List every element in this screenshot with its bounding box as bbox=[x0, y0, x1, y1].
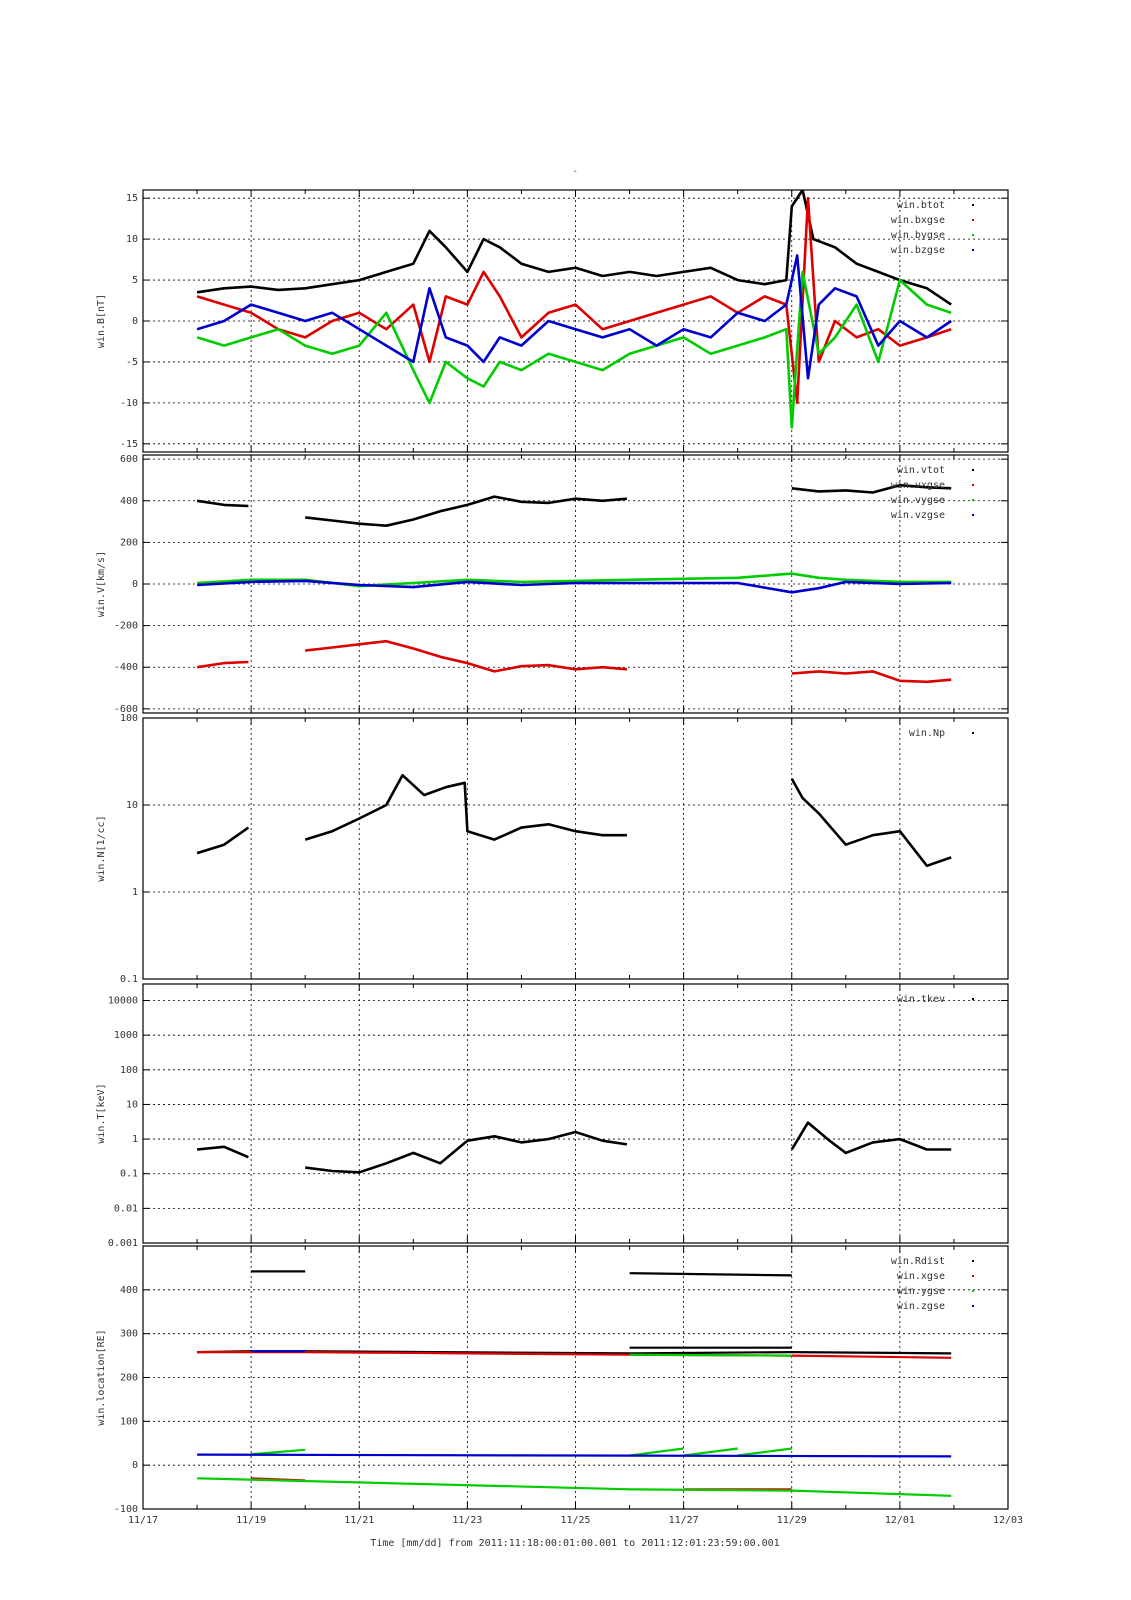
legend-marker bbox=[972, 514, 974, 516]
y-tick-label: 0 bbox=[131, 1460, 138, 1472]
y-tick-label: 10000 bbox=[107, 995, 138, 1007]
y-tick-label: 200 bbox=[119, 1372, 138, 1384]
y-tick-label: -15 bbox=[119, 438, 138, 450]
panels-group bbox=[96, 190, 1008, 1515]
y-axis-label: win.V[km/s] bbox=[96, 550, 107, 618]
legend-marker bbox=[972, 732, 974, 734]
series-win-bzgse bbox=[197, 256, 951, 379]
legend-label: win.bygse bbox=[890, 230, 945, 241]
legend-marker bbox=[972, 1260, 974, 1262]
y-tick-label: 0 bbox=[131, 579, 138, 590]
x-tick-label: 11/29 bbox=[776, 1515, 807, 1526]
y-tick-label: 5 bbox=[131, 275, 138, 287]
legend-marker bbox=[972, 219, 974, 221]
x-tick-label: 12/03 bbox=[992, 1515, 1024, 1526]
y-tick-label: -100 bbox=[113, 1504, 138, 1515]
legend-label: win.vygse bbox=[890, 495, 945, 506]
chart-title: - bbox=[571, 166, 579, 177]
y-tick-label: -400 bbox=[113, 662, 138, 674]
y-tick-label: -10 bbox=[119, 397, 138, 409]
series-win-tkev bbox=[197, 1123, 951, 1173]
y-tick-label: 100 bbox=[119, 1416, 138, 1428]
x-tick-label: 11/19 bbox=[236, 1515, 267, 1526]
legend-marker bbox=[972, 234, 974, 236]
y-tick-label: 300 bbox=[119, 1328, 138, 1340]
series-win-bxgse bbox=[197, 198, 951, 403]
legend-label: win.vxgse bbox=[890, 480, 945, 491]
legend-marker bbox=[972, 1305, 974, 1307]
x-tick-label: 11/23 bbox=[452, 1515, 483, 1526]
y-tick-label: 100 bbox=[119, 713, 138, 724]
y-tick-label: 1000 bbox=[113, 1030, 138, 1042]
series-win-btot bbox=[197, 190, 951, 305]
legend-marker bbox=[972, 1275, 974, 1277]
y-axis-label: win.N[1/cc] bbox=[96, 815, 107, 882]
legend-marker bbox=[972, 499, 974, 501]
y-axis-label: win.location[RE] bbox=[96, 1329, 107, 1426]
time-range-footer: Time [mm/dd] from 2011:11:18:00:01:00.001 to 2011:12:01:23:59:00.001 bbox=[370, 1538, 780, 1549]
y-tick-label: 1 bbox=[131, 1134, 138, 1146]
series-win-vxgse bbox=[197, 641, 951, 682]
legend-marker bbox=[972, 204, 974, 206]
x-tick-label: 11/27 bbox=[668, 1515, 699, 1526]
series-win-vtot bbox=[197, 485, 951, 526]
y-tick-label: 1 bbox=[131, 887, 138, 898]
y-tick-label: 10 bbox=[125, 1099, 138, 1111]
y-axis-label: win.T[keV] bbox=[96, 1083, 107, 1144]
legend-label: win.xgse bbox=[896, 1271, 945, 1282]
legend-label: win.Np bbox=[908, 728, 945, 739]
legend-label: win.tkev bbox=[896, 994, 945, 1005]
series-win-Np bbox=[197, 775, 951, 866]
panel-2 bbox=[96, 454, 1008, 715]
legend-marker bbox=[972, 469, 974, 471]
series-win-xgse bbox=[197, 1352, 951, 1489]
legend-label: win.vtot bbox=[896, 465, 945, 476]
y-tick-label: 600 bbox=[119, 454, 138, 466]
y-tick-label: 10 bbox=[125, 234, 138, 246]
legend-label: win.bzgse bbox=[890, 245, 945, 256]
legend-marker bbox=[972, 998, 974, 1000]
y-tick-label: 200 bbox=[119, 537, 138, 549]
legend-label: win.bxgse bbox=[890, 215, 945, 226]
y-tick-label: 400 bbox=[119, 495, 138, 507]
legend-marker bbox=[972, 249, 974, 251]
panel-4 bbox=[96, 984, 1008, 1249]
legend-marker bbox=[972, 1290, 974, 1292]
legend-label: win.vzgse bbox=[890, 510, 945, 521]
y-tick-label: 0.001 bbox=[107, 1238, 138, 1249]
x-tick-labels bbox=[128, 1515, 1023, 1526]
y-tick-label: 100 bbox=[119, 1064, 138, 1076]
y-tick-label: 0.01 bbox=[113, 1203, 138, 1215]
x-tick-label: 11/17 bbox=[127, 1515, 159, 1526]
x-tick-label: 11/21 bbox=[344, 1515, 375, 1526]
y-tick-label: 15 bbox=[125, 193, 138, 205]
series-win-zgse bbox=[197, 1351, 951, 1456]
y-tick-label: -200 bbox=[113, 620, 138, 632]
legend-label: win.btot bbox=[896, 200, 945, 211]
y-tick-label: 0 bbox=[131, 316, 138, 327]
y-tick-label: 400 bbox=[119, 1284, 138, 1296]
panel-3 bbox=[96, 713, 1008, 985]
y-axis-label: win.B[nT] bbox=[96, 293, 107, 349]
x-tick-label: 12/01 bbox=[884, 1515, 915, 1526]
y-tick-label: -5 bbox=[125, 356, 138, 368]
y-tick-label: 10 bbox=[125, 800, 138, 811]
x-tick-label: 11/25 bbox=[560, 1515, 591, 1526]
y-tick-label: -600 bbox=[113, 703, 138, 715]
series-win-bygse bbox=[197, 272, 951, 428]
y-tick-label: 0.1 bbox=[119, 1168, 138, 1180]
legend-label: win.zgse bbox=[896, 1301, 945, 1312]
legend-marker bbox=[972, 484, 974, 486]
y-tick-label: 0.1 bbox=[119, 974, 138, 985]
series-win-Rdist bbox=[197, 1271, 951, 1353]
legend-label: win.Rdist bbox=[890, 1256, 945, 1267]
series-win-ygse bbox=[197, 1355, 951, 1496]
panel-5 bbox=[96, 1246, 1008, 1515]
series-win-vzgse bbox=[197, 581, 951, 592]
panel-1 bbox=[96, 190, 1008, 452]
legend-label: win.ygse bbox=[896, 1286, 945, 1297]
